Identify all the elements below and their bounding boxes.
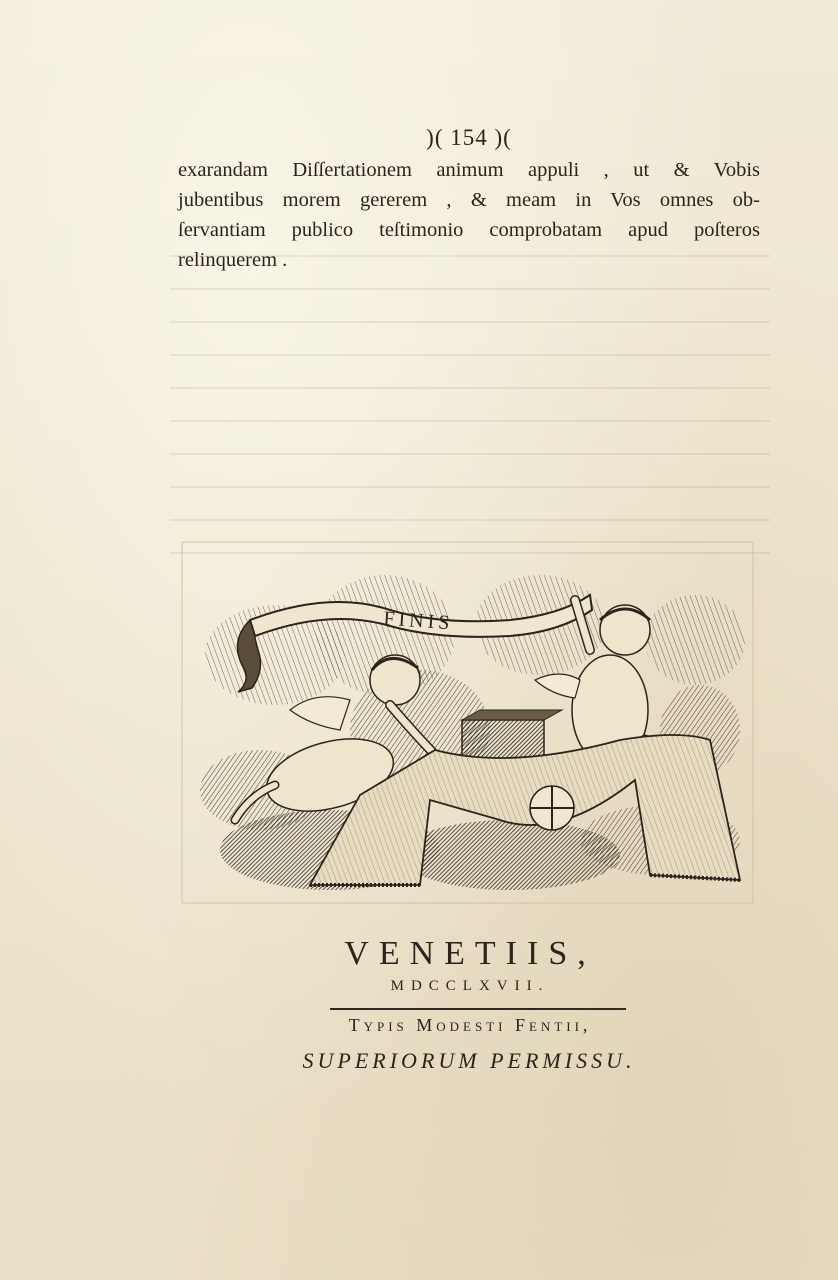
divider-rule (330, 1008, 626, 1010)
imprint-printer: Typis Modesti Fentii, (348, 1015, 592, 1035)
book (462, 710, 562, 760)
finis-vignette (180, 540, 755, 905)
imprint-city: VENETIIS, (344, 935, 596, 972)
page-number: )( 154 )( (426, 125, 512, 150)
body-line: exarandam Diſſertationem animum appuli , ut & Vobis (178, 159, 760, 181)
body-line: relinquerem . (178, 249, 288, 271)
show-through-text (170, 255, 770, 555)
cherubs-engraving-icon (180, 540, 755, 905)
imprint-permission: SUPERIORUM PERMISSU. (302, 1048, 636, 1073)
imprint-year: MDCCLXVII. (390, 978, 550, 994)
body-line: jubentibus morem gererem , & meam in Vos omnes ob- (178, 189, 760, 211)
body-paragraph (178, 155, 760, 275)
body-line: ſervantiam publico teſtimonio comprobatam apud poſteros (178, 219, 760, 241)
banner-text: FINIS (382, 607, 455, 635)
